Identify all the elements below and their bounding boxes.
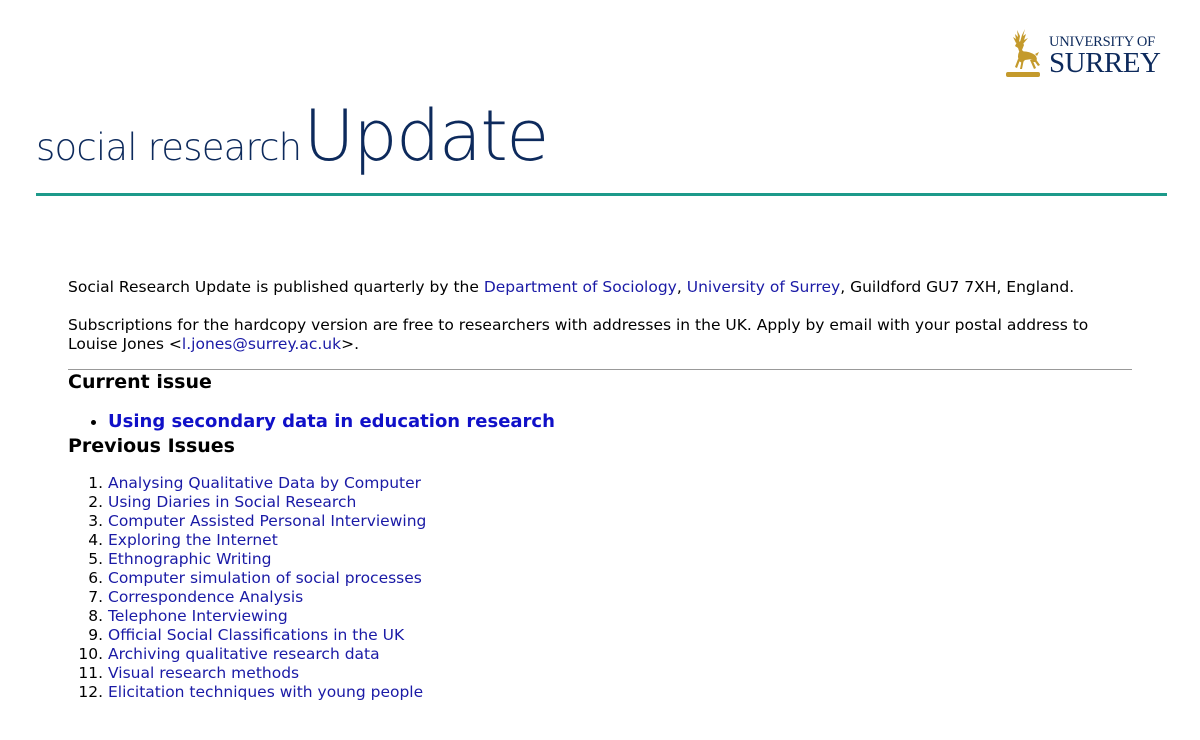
issue-link[interactable]: Using Diaries in Social Research [108,493,357,511]
issue-link[interactable]: Visual research methods [108,664,300,682]
list-item [108,626,1132,645]
main-content [68,278,1132,702]
previous-issues-list [68,474,1132,702]
logo-line2: SURREY [1049,46,1161,79]
current-issue-link[interactable]: Using secondary data in education research [108,411,555,432]
list-item [108,550,1132,569]
list-item [108,569,1132,588]
masthead-big-text: Update [303,95,548,177]
list-item [108,531,1132,550]
contact-email-link[interactable]: l.jones@surrey.ac.uk [181,335,342,353]
intro-prefix: Social Research Update is published quarterly by the [68,278,484,296]
subscriptions-end: >. [341,335,360,353]
stag-emblem-icon [1003,28,1043,80]
current-issue-heading: Current issue [68,371,212,393]
subscriptions-paragraph [68,316,1132,354]
issue-link[interactable]: Telephone Interviewing [108,607,288,625]
issue-link[interactable]: Analysing Qualitative Data by Computer [108,474,422,492]
issue-link[interactable]: Ethnographic Writing [108,550,272,568]
list-item [108,512,1132,531]
list-item [108,588,1132,607]
subscriptions-text: Subscriptions for the hardcopy version are free to researchers with addresses in the UK. Apply by email with your postal address to Louise Jones < [68,316,1089,353]
university-logo[interactable] [1003,28,1173,82]
masthead-small-text: social research [36,126,302,169]
intro-separator: , [676,278,687,296]
current-issue-list [68,410,1132,434]
issue-link[interactable]: Correspondence Analysis [108,588,304,606]
issue-link[interactable]: Computer simulation of social processes [108,569,422,587]
intro-suffix: , Guildford GU7 7XH, England. [840,278,1075,296]
masthead-title [36,95,548,177]
issue-link[interactable]: Exploring the Internet [108,531,278,549]
university-of-surrey-link[interactable]: University of Surrey [686,278,841,296]
list-item [108,607,1132,626]
issue-link[interactable]: Archiving qualitative research data [108,645,380,663]
intro-paragraph [68,278,1132,297]
previous-issues-heading: Previous Issues [68,435,235,457]
list-item [108,493,1132,512]
department-of-sociology-link[interactable]: Department of Sociology [483,278,677,296]
issue-link[interactable]: Elicitation techniques with young people [108,683,424,701]
logo-wordmark [1049,28,1160,78]
list-item [108,474,1132,493]
list-item [108,683,1132,702]
issue-link[interactable]: Computer Assisted Personal Interviewing [108,512,427,530]
logo-line1: UNIVERSITY OF [1049,34,1156,50]
issue-link[interactable]: Official Social Classifications in the UK [108,626,405,644]
current-issue-item [108,410,1132,434]
list-item [108,645,1132,664]
list-item [108,664,1132,683]
masthead-divider [36,193,1167,196]
